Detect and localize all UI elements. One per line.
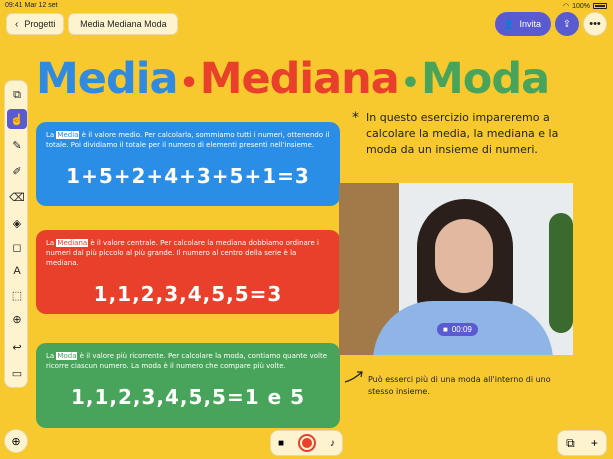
hand-icon[interactable]: ☝ — [7, 109, 27, 129]
more-button[interactable] — [583, 12, 607, 36]
card-formula: 1,1,2,3,4,5,5=3 — [93, 282, 283, 306]
card-media[interactable] — [36, 122, 340, 206]
battery-percent: 100% — [572, 2, 590, 10]
chevron-left-icon: ‹ — [15, 18, 19, 30]
frame-icon[interactable]: ▭ — [11, 367, 23, 380]
camera-icon[interactable]: ■ — [277, 437, 285, 449]
pointer-icon[interactable]: ⊕ — [12, 313, 22, 326]
video-camera-icon: ■ — [443, 325, 448, 334]
recording-bar — [270, 430, 343, 456]
share-button[interactable] — [555, 12, 579, 36]
bottom-right-controls — [557, 430, 607, 456]
board-title-button[interactable] — [68, 13, 178, 35]
zoom-button[interactable] — [4, 429, 28, 453]
invite-label: Invita — [519, 19, 541, 29]
zoom-icon: ⊕ — [11, 435, 21, 448]
top-actions — [495, 12, 607, 36]
select-icon[interactable]: ⧉ — [13, 88, 21, 101]
card-description: La Mediana è il valore centrale. Per calcolare la mediana dobbiamo ordinare i numeri dal più piccolo al più grande. Il numero al centro della serie è la mediana. — [46, 239, 319, 267]
tool-palette — [4, 80, 28, 388]
eraser-icon[interactable]: ⌫ — [9, 191, 25, 204]
more-icon: ••• — [589, 18, 601, 30]
undo-icon[interactable]: ↩ — [12, 341, 22, 354]
video-duration-badge[interactable] — [437, 323, 478, 336]
fill-icon[interactable]: ◈ — [12, 217, 22, 230]
board-title: Media Mediana Moda — [80, 19, 167, 29]
lasso-icon[interactable]: ⬚ — [11, 289, 23, 302]
nav-bar — [6, 13, 178, 35]
card-description: La Media è il valore medio. Per calcolarla, sommiamo tutti i numeri, ottenendo il totale. Poi dividiamo il totale per il numero di elementi presenti nell'insieme. — [46, 131, 330, 149]
video-plant — [549, 213, 573, 333]
moda-note[interactable]: Può esserci più di una moda all'interno di uno stesso insieme. — [368, 375, 551, 396]
video-person-face — [435, 219, 493, 293]
battery-icon — [593, 3, 607, 9]
title-dot: • — [179, 66, 198, 101]
card-mediana[interactable] — [36, 230, 340, 314]
title-mediana: Mediana — [199, 54, 399, 104]
shapes-icon[interactable]: ◻ — [12, 241, 22, 254]
arrow-icon — [343, 368, 365, 386]
add-person-icon: 👤 — [503, 18, 515, 29]
status-time: 09:41 Mar 12 set — [5, 2, 58, 9]
intro-note[interactable] — [352, 110, 572, 158]
record-button[interactable] — [298, 434, 316, 452]
wifi-icon: ◠ — [562, 3, 570, 10]
back-label: Progetti — [24, 19, 56, 29]
card-formula: 1+5+2+4+3+5+1=3 — [66, 164, 310, 188]
share-icon: ⇪ — [562, 18, 572, 30]
text-icon[interactable]: A — [13, 265, 21, 277]
status-right — [563, 2, 607, 10]
card-moda[interactable] — [36, 343, 340, 428]
microphone-icon[interactable]: ♪ — [330, 437, 335, 449]
card-formula: 1,1,2,3,4,5,5=1 e 5 — [70, 385, 306, 409]
video-duration: 00:09 — [451, 325, 472, 334]
asterisk-icon: * — [352, 110, 359, 126]
card-description: La Moda è il valore più ricorrente. Per calcolare la moda, contiamo quante volte ricorre ciascun numero. La moda è il numero che compare più volte. — [46, 352, 328, 370]
title-dot: • — [400, 66, 419, 101]
invite-button[interactable] — [495, 12, 551, 36]
scenes-icon[interactable]: ⧉ — [566, 435, 575, 450]
status-bar — [0, 0, 613, 12]
title-moda: Moda — [421, 54, 550, 104]
marker-icon[interactable]: ✐ — [12, 165, 22, 178]
add-icon[interactable]: + — [590, 436, 598, 450]
intro-note-text: In questo esercizio impareremo a calcolare la media, la mediana e la moda da un insieme di numeri. — [366, 111, 559, 156]
back-button[interactable] — [6, 13, 64, 35]
video-clip[interactable] — [339, 183, 573, 355]
title-media: Media — [36, 54, 178, 104]
pen-icon[interactable]: ✎ — [12, 139, 22, 152]
page-title — [36, 54, 549, 104]
